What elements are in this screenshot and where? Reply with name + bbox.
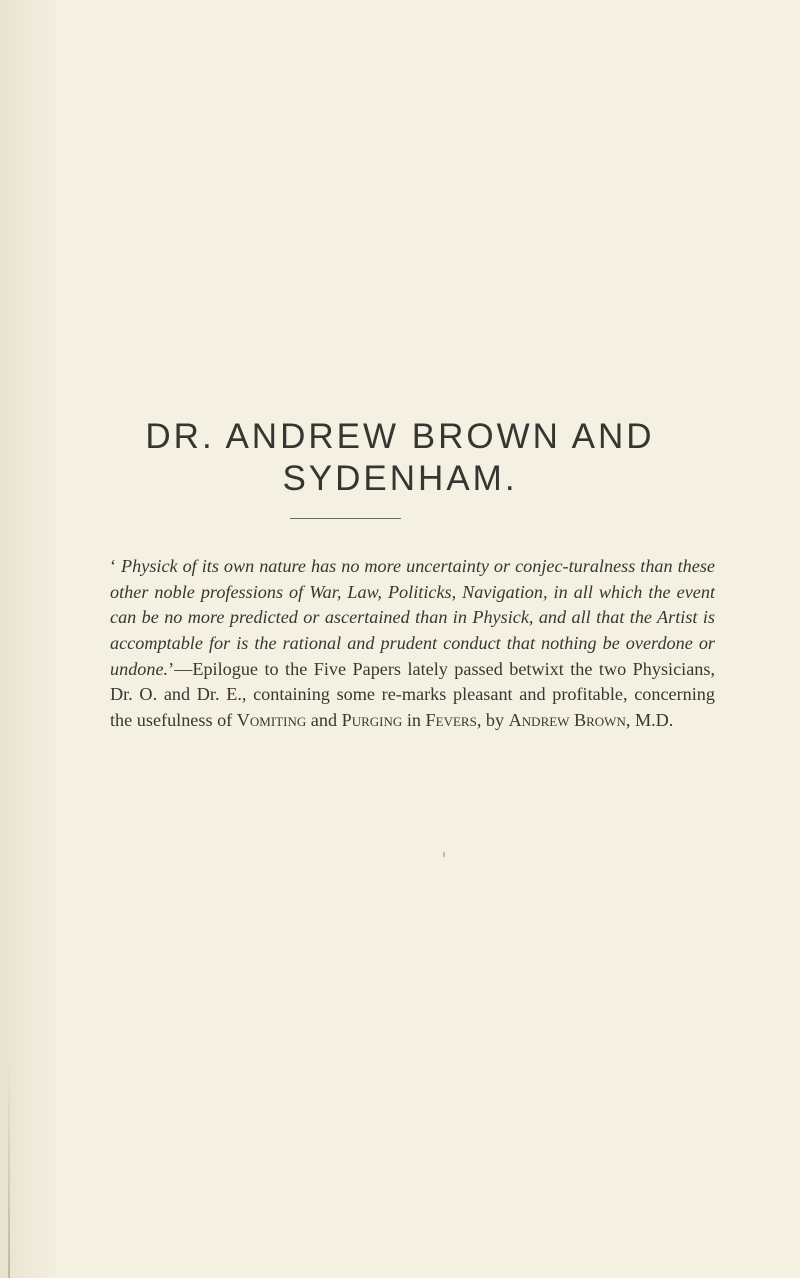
author-degree: , M.D. [625, 709, 674, 730]
author-name: Andrew Brown [508, 709, 626, 730]
title-divider [290, 518, 401, 519]
fevers-term: Fevers [425, 709, 477, 730]
purging-term: Purging [341, 709, 403, 730]
close-quote: ’ [168, 658, 175, 679]
epigraph-attribution: —Epilogue to the Five Papers lately passed betwixt the two Physicians, Dr. O. and Dr. E., containing some re-marks pleasant and profitable, concerning the usefulness of [110, 658, 715, 730]
page-edge-mark [8, 1060, 10, 1278]
epigraph-paragraph [110, 554, 715, 733]
chapter-title [0, 416, 800, 500]
open-quote: ‘ [110, 556, 122, 577]
vomiting-term: Vomiting [236, 709, 307, 730]
in-word: in [402, 709, 426, 730]
epigraph-quote: Physick of its own nature has no more uncertainty or conjec-turalness than these other noble professions of War, Law, Politicks, Navigation, in all which the event can be no more predicted or ascertained than in Physick, and all that the Artist is accomptable for is the rational and prudent conduct that nothing be overdone or undone. [110, 556, 715, 679]
by-word: , by [476, 709, 509, 730]
and-word: and [306, 709, 342, 730]
print-speck [443, 852, 445, 857]
chapter-title-line-1: DR. ANDREW BROWN AND [145, 417, 655, 457]
chapter-title-line-2: SYDENHAM. [282, 459, 518, 499]
